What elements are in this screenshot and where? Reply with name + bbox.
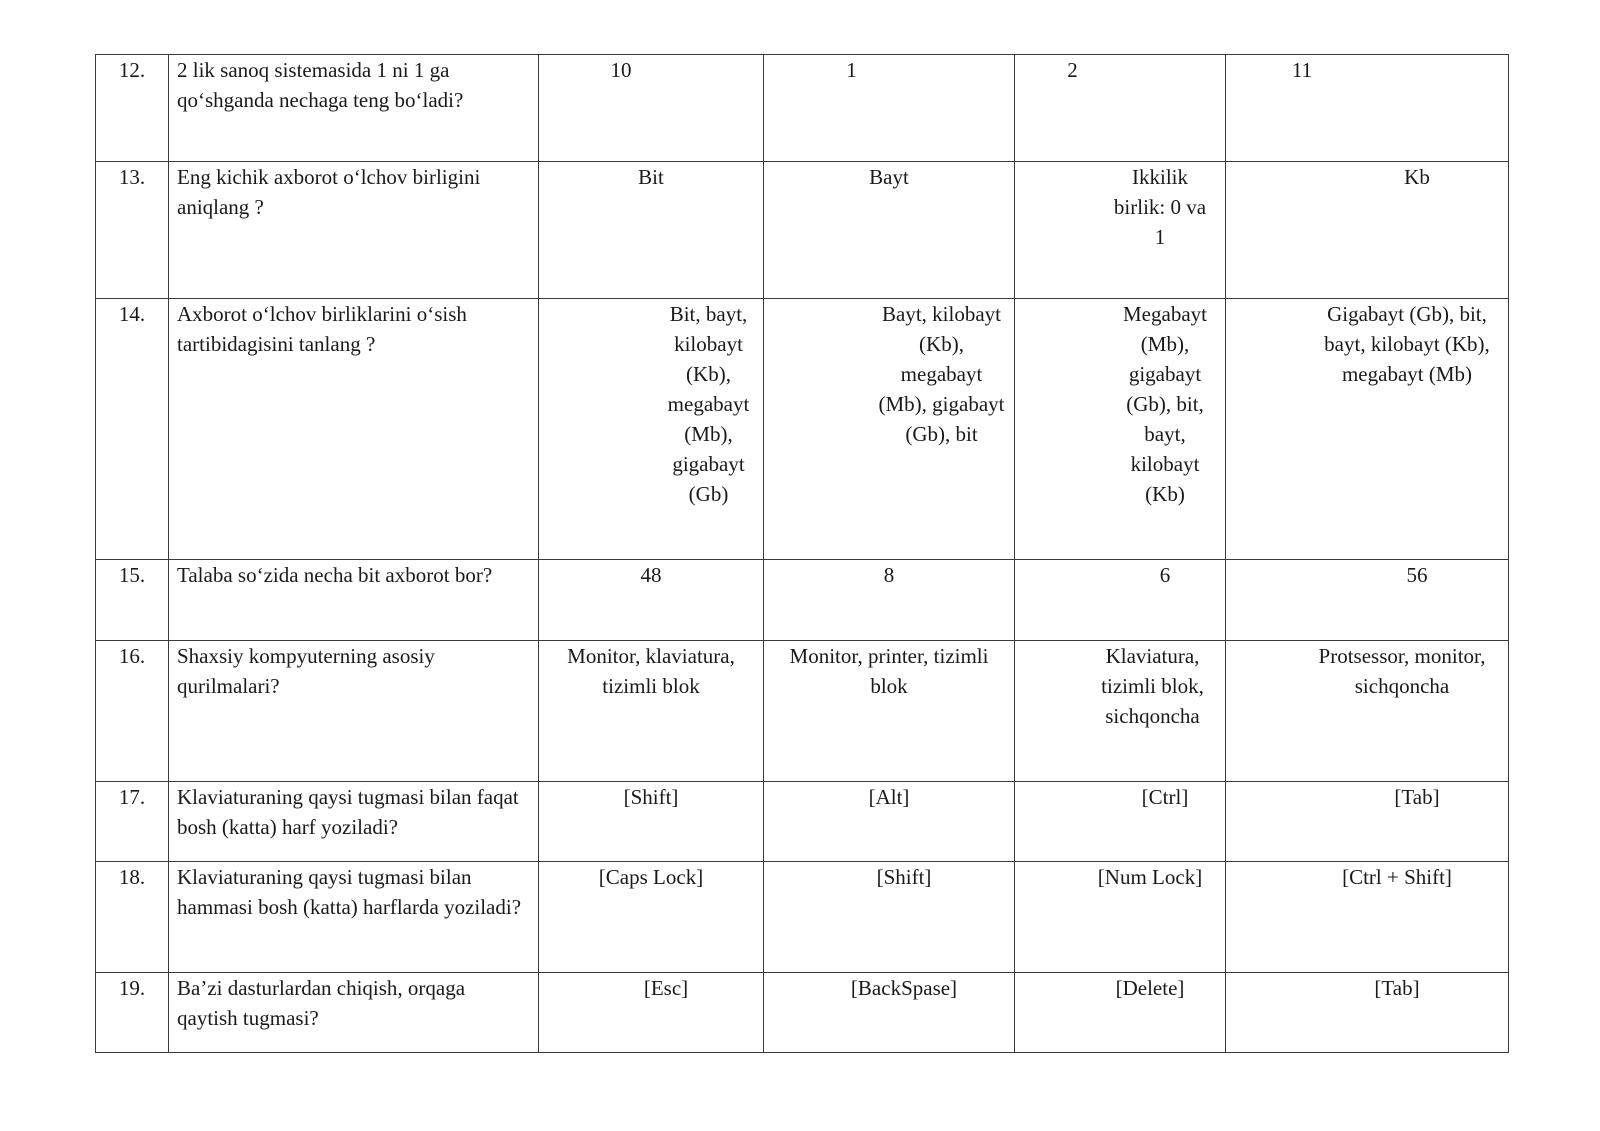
answer-b: 1 [764, 55, 1015, 162]
answer-d: Gigabayt (Gb), bit, bayt, kilobayt (Kb), megabayt (Mb) [1226, 299, 1509, 560]
answer-c: Megabayt (Mb), gigabayt (Gb), bit, bayt, kilobayt (Kb) [1015, 299, 1226, 560]
answer-d: [Tab] [1226, 973, 1509, 1053]
question-text: Axborot o‘lchov birliklarini o‘sish tartibidagisini tanlang ? [169, 299, 539, 560]
question-text: Eng kichik axborot o‘lchov birligini aniqlang ? [169, 162, 539, 299]
answer-d: 56 [1226, 560, 1509, 641]
question-number: 17. [96, 782, 169, 862]
answer-c: 2 [1015, 55, 1226, 162]
answer-c: [Num Lock] [1015, 862, 1226, 973]
answer-b: Monitor, printer, tizimli blok [764, 641, 1015, 782]
question-number: 18. [96, 862, 169, 973]
answer-d: [Ctrl + Shift] [1226, 862, 1509, 973]
table-row [96, 299, 1509, 560]
question-number: 19. [96, 973, 169, 1053]
question-number: 15. [96, 560, 169, 641]
answer-b: [BackSpase] [764, 973, 1015, 1053]
question-text: Shaxsiy kompyuterning asosiy qurilmalari? [169, 641, 539, 782]
question-number: 12. [96, 55, 169, 162]
answer-b: 8 [764, 560, 1015, 641]
table-row [96, 782, 1509, 862]
question-text: Talaba so‘zida necha bit axborot bor? [169, 560, 539, 641]
quiz-table [95, 54, 1509, 1053]
answer-a: Bit, bayt, kilobayt (Kb), megabayt (Mb), gigabayt (Gb) [539, 299, 764, 560]
answer-c: [Delete] [1015, 973, 1226, 1053]
answer-d: [Tab] [1226, 782, 1509, 862]
question-text: Ba’zi dasturlardan chiqish, orqaga qaytish tugmasi? [169, 973, 539, 1053]
answer-c: Ikkilik birlik: 0 va 1 [1015, 162, 1226, 299]
answer-d: 11 [1226, 55, 1509, 162]
answer-a: Monitor, klaviatura, tizimli blok [539, 641, 764, 782]
table-row [96, 641, 1509, 782]
answer-c: 6 [1015, 560, 1226, 641]
answer-d: Kb [1226, 162, 1509, 299]
table-row [96, 973, 1509, 1053]
answer-b: Bayt [764, 162, 1015, 299]
answer-b: [Alt] [764, 782, 1015, 862]
answer-c: Klaviatura, tizimli blok, sichqoncha [1015, 641, 1226, 782]
answer-b: [Shift] [764, 862, 1015, 973]
answer-a: [Shift] [539, 782, 764, 862]
question-number: 13. [96, 162, 169, 299]
answer-b: Bayt, kilobayt (Kb), megabayt (Mb), gigabayt (Gb), bit [764, 299, 1015, 560]
question-number: 16. [96, 641, 169, 782]
answer-a: 48 [539, 560, 764, 641]
question-text: Klaviaturaning qaysi tugmasi bilan hammasi bosh (katta) harflarda yoziladi? [169, 862, 539, 973]
question-number: 14. [96, 299, 169, 560]
table-row [96, 55, 1509, 162]
answer-a: [Caps Lock] [539, 862, 764, 973]
table-row [96, 560, 1509, 641]
answer-c: [Ctrl] [1015, 782, 1226, 862]
question-text: Klaviaturaning qaysi tugmasi bilan faqat bosh (katta) harf yoziladi? [169, 782, 539, 862]
table-row [96, 162, 1509, 299]
answer-a: Bit [539, 162, 764, 299]
table-row [96, 862, 1509, 973]
answer-d: Protsessor, monitor, sichqoncha [1226, 641, 1509, 782]
question-text: 2 lik sanoq sistemasida 1 ni 1 ga qo‘shganda nechaga teng bo‘ladi? [169, 55, 539, 162]
answer-a: 10 [539, 55, 764, 162]
answer-a: [Esc] [539, 973, 764, 1053]
